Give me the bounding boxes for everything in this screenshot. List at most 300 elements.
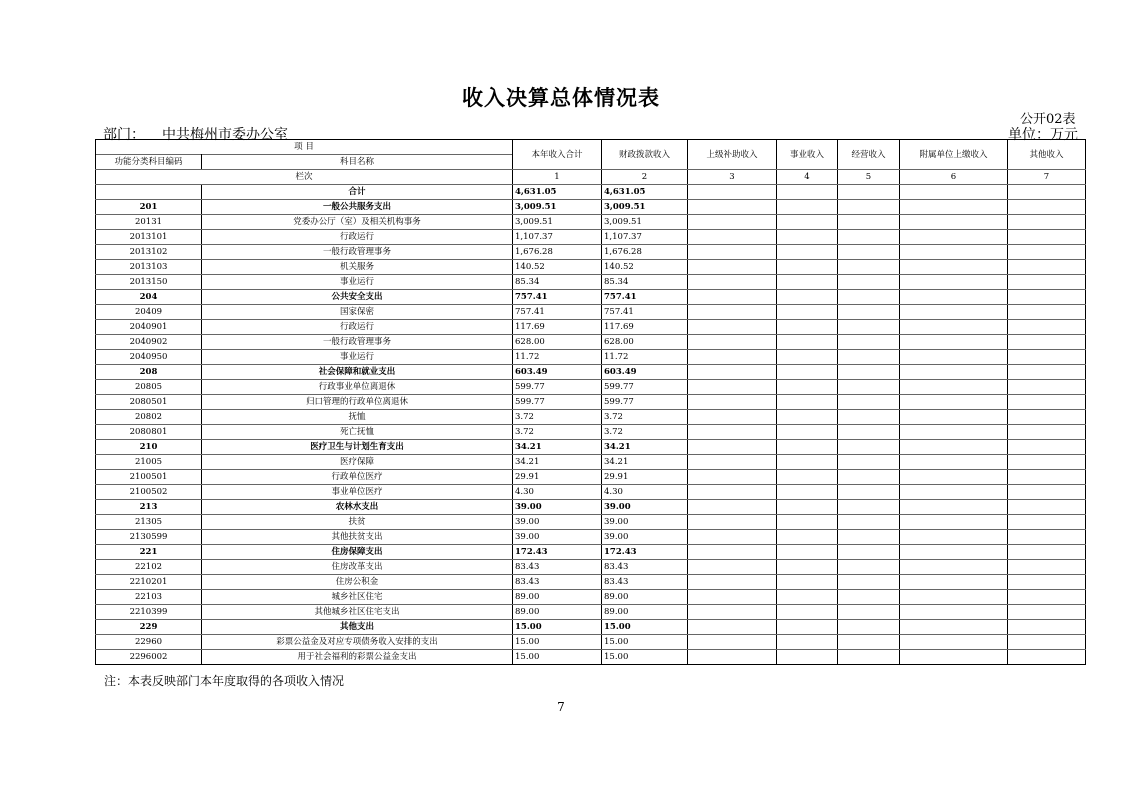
cell-superior	[688, 380, 777, 395]
cell-name: 住房改革支出	[202, 560, 513, 575]
cell-name: 其他扶贫支出	[202, 530, 513, 545]
cell-total: 599.77	[513, 395, 602, 410]
cell-fiscal: 3.72	[602, 425, 688, 440]
header-item: 项 目	[96, 140, 513, 155]
cell-affiliated	[900, 575, 1008, 590]
cell-superior	[688, 215, 777, 230]
cell-total: 603.49	[513, 365, 602, 380]
cell-code: 2100501	[96, 470, 202, 485]
cell-name: 行政运行	[202, 230, 513, 245]
cell-superior	[688, 605, 777, 620]
cell-code: 2080501	[96, 395, 202, 410]
header-name: 科目名称	[202, 155, 513, 170]
cell-business	[777, 425, 838, 440]
cell-operating	[838, 455, 900, 470]
cell-total: 3.72	[513, 410, 602, 425]
col-num-2: 2	[602, 170, 688, 185]
table-row	[96, 590, 1086, 605]
cell-fiscal: 140.52	[602, 260, 688, 275]
cell-name: 归口管理的行政单位离退休	[202, 395, 513, 410]
cell-code: 2013150	[96, 275, 202, 290]
cell-business	[777, 605, 838, 620]
header-lanci: 栏次	[96, 170, 513, 185]
cell-other	[1008, 530, 1086, 545]
cell-affiliated	[900, 395, 1008, 410]
cell-code: 204	[96, 290, 202, 305]
table-row	[96, 485, 1086, 500]
cell-affiliated	[900, 440, 1008, 455]
cell-other	[1008, 635, 1086, 650]
cell-code: 2100502	[96, 485, 202, 500]
table-row	[96, 530, 1086, 545]
cell-name: 死亡抚恤	[202, 425, 513, 440]
cell-code: 2210399	[96, 605, 202, 620]
table-row	[96, 350, 1086, 365]
cell-total: 3.72	[513, 425, 602, 440]
cell-total: 628.00	[513, 335, 602, 350]
cell-name: 其他城乡社区住宅支出	[202, 605, 513, 620]
cell-code: 20805	[96, 380, 202, 395]
cell-name: 事业单位医疗	[202, 485, 513, 500]
cell-affiliated	[900, 365, 1008, 380]
cell-affiliated	[900, 590, 1008, 605]
header-col-4: 事业收入	[777, 140, 838, 170]
cell-fiscal: 1,107.37	[602, 230, 688, 245]
cell-other	[1008, 185, 1086, 200]
cell-code: 22103	[96, 590, 202, 605]
cell-name: 抚恤	[202, 410, 513, 425]
cell-code: 221	[96, 545, 202, 560]
table-row	[96, 575, 1086, 590]
cell-other	[1008, 350, 1086, 365]
cell-name: 机关服务	[202, 260, 513, 275]
cell-fiscal: 3.72	[602, 410, 688, 425]
cell-superior	[688, 545, 777, 560]
cell-business	[777, 590, 838, 605]
cell-fiscal: 757.41	[602, 290, 688, 305]
cell-operating	[838, 320, 900, 335]
cell-other	[1008, 335, 1086, 350]
cell-superior	[688, 290, 777, 305]
cell-name: 一般行政管理事务	[202, 335, 513, 350]
cell-operating	[838, 365, 900, 380]
table-row	[96, 470, 1086, 485]
cell-operating	[838, 245, 900, 260]
cell-fiscal: 3,009.51	[602, 215, 688, 230]
table-row	[96, 440, 1086, 455]
header-col-6: 附属单位上缴收入	[900, 140, 1008, 170]
unit-label: 单位：万元	[1008, 127, 1078, 143]
cell-operating	[838, 560, 900, 575]
cell-operating	[838, 215, 900, 230]
cell-other	[1008, 440, 1086, 455]
cell-total: 29.91	[513, 470, 602, 485]
cell-name: 扶贫	[202, 515, 513, 530]
cell-operating	[838, 350, 900, 365]
cell-other	[1008, 245, 1086, 260]
cell-superior	[688, 500, 777, 515]
cell-other	[1008, 275, 1086, 290]
cell-superior	[688, 395, 777, 410]
cell-superior	[688, 590, 777, 605]
cell-operating	[838, 500, 900, 515]
cell-total: 39.00	[513, 530, 602, 545]
cell-business	[777, 515, 838, 530]
cell-affiliated	[900, 545, 1008, 560]
department-label: 部门：	[103, 127, 145, 143]
cell-other	[1008, 365, 1086, 380]
cell-code: 2210201	[96, 575, 202, 590]
cell-code: 2013101	[96, 230, 202, 245]
cell-business	[777, 410, 838, 425]
cell-name: 行政事业单位离退休	[202, 380, 513, 395]
cell-affiliated	[900, 470, 1008, 485]
cell-code: 2013102	[96, 245, 202, 260]
col-num-1: 1	[513, 170, 602, 185]
cell-fiscal: 89.00	[602, 605, 688, 620]
cell-name: 合计	[202, 185, 513, 200]
table-row	[96, 650, 1086, 665]
table-row	[96, 215, 1086, 230]
cell-superior	[688, 275, 777, 290]
cell-superior	[688, 185, 777, 200]
header-row-3	[96, 170, 1086, 185]
cell-total: 3,009.51	[513, 200, 602, 215]
cell-name: 医疗卫生与计划生育支出	[202, 440, 513, 455]
table-row	[96, 515, 1086, 530]
cell-code: 210	[96, 440, 202, 455]
table-row	[96, 275, 1086, 290]
cell-superior	[688, 320, 777, 335]
cell-fiscal: 599.77	[602, 380, 688, 395]
cell-code: 2080801	[96, 425, 202, 440]
cell-business	[777, 350, 838, 365]
cell-business	[777, 275, 838, 290]
cell-affiliated	[900, 455, 1008, 470]
cell-other	[1008, 650, 1086, 665]
cell-other	[1008, 410, 1086, 425]
cell-total: 89.00	[513, 590, 602, 605]
cell-superior	[688, 365, 777, 380]
cell-fiscal: 1,676.28	[602, 245, 688, 260]
cell-other	[1008, 515, 1086, 530]
cell-code: 208	[96, 365, 202, 380]
cell-fiscal: 89.00	[602, 590, 688, 605]
cell-fiscal: 15.00	[602, 650, 688, 665]
cell-business	[777, 215, 838, 230]
cell-affiliated	[900, 500, 1008, 515]
cell-code: 22960	[96, 635, 202, 650]
cell-name: 国家保密	[202, 305, 513, 320]
cell-operating	[838, 515, 900, 530]
cell-affiliated	[900, 530, 1008, 545]
cell-business	[777, 545, 838, 560]
cell-business	[777, 380, 838, 395]
cell-business	[777, 185, 838, 200]
cell-name: 党委办公厅（室）及相关机构事务	[202, 215, 513, 230]
cell-code: 2040901	[96, 320, 202, 335]
cell-total: 34.21	[513, 440, 602, 455]
cell-superior	[688, 635, 777, 650]
cell-name: 彩票公益金及对应专项债务收入安排的支出	[202, 635, 513, 650]
cell-code: 229	[96, 620, 202, 635]
cell-superior	[688, 530, 777, 545]
col-num-5: 5	[838, 170, 900, 185]
table-row	[96, 395, 1086, 410]
cell-superior	[688, 230, 777, 245]
cell-operating	[838, 200, 900, 215]
cell-other	[1008, 260, 1086, 275]
cell-operating	[838, 290, 900, 305]
table-row	[96, 560, 1086, 575]
cell-other	[1008, 485, 1086, 500]
page-title: 收入决算总体情况表	[462, 85, 660, 110]
cell-business	[777, 245, 838, 260]
cell-name: 一般公共服务支出	[202, 200, 513, 215]
table-row	[96, 455, 1086, 470]
cell-other	[1008, 320, 1086, 335]
cell-affiliated	[900, 200, 1008, 215]
cell-name: 事业运行	[202, 350, 513, 365]
cell-business	[777, 650, 838, 665]
cell-operating	[838, 275, 900, 290]
cell-total: 83.43	[513, 575, 602, 590]
cell-superior	[688, 455, 777, 470]
header-col-2: 财政拨款收入	[602, 140, 688, 170]
header-row-1	[96, 140, 1086, 155]
cell-other	[1008, 200, 1086, 215]
cell-code: 2296002	[96, 650, 202, 665]
cell-superior	[688, 620, 777, 635]
table-row	[96, 380, 1086, 395]
table-row	[96, 260, 1086, 275]
table-row	[96, 200, 1086, 215]
cell-fiscal: 628.00	[602, 335, 688, 350]
cell-affiliated	[900, 230, 1008, 245]
cell-fiscal: 117.69	[602, 320, 688, 335]
cell-code: 21005	[96, 455, 202, 470]
cell-fiscal: 4.30	[602, 485, 688, 500]
cell-total: 11.72	[513, 350, 602, 365]
cell-superior	[688, 470, 777, 485]
header-col-7: 其他收入	[1008, 140, 1086, 170]
cell-code: 2013103	[96, 260, 202, 275]
cell-superior	[688, 650, 777, 665]
cell-name: 农林水支出	[202, 500, 513, 515]
cell-superior	[688, 410, 777, 425]
cell-total: 1,676.28	[513, 245, 602, 260]
cell-fiscal: 34.21	[602, 440, 688, 455]
cell-total: 39.00	[513, 515, 602, 530]
cell-fiscal: 11.72	[602, 350, 688, 365]
cell-superior	[688, 305, 777, 320]
cell-fiscal: 3,009.51	[602, 200, 688, 215]
cell-superior	[688, 485, 777, 500]
cell-superior	[688, 425, 777, 440]
cell-name: 住房公积金	[202, 575, 513, 590]
cell-affiliated	[900, 260, 1008, 275]
cell-fiscal: 39.00	[602, 500, 688, 515]
table-row	[96, 425, 1086, 440]
cell-operating	[838, 230, 900, 245]
cell-affiliated	[900, 245, 1008, 260]
cell-superior	[688, 560, 777, 575]
cell-affiliated	[900, 515, 1008, 530]
income-table	[95, 139, 1086, 665]
cell-operating	[838, 650, 900, 665]
cell-other	[1008, 620, 1086, 635]
cell-other	[1008, 575, 1086, 590]
cell-name: 住房保障支出	[202, 545, 513, 560]
table-note: 注：本表反映部门本年度取得的各项收入情况	[104, 674, 345, 688]
cell-fiscal: 172.43	[602, 545, 688, 560]
cell-operating	[838, 410, 900, 425]
cell-business	[777, 560, 838, 575]
cell-other	[1008, 305, 1086, 320]
cell-affiliated	[900, 215, 1008, 230]
cell-superior	[688, 440, 777, 455]
cell-fiscal: 34.21	[602, 455, 688, 470]
cell-fiscal: 603.49	[602, 365, 688, 380]
table-row	[96, 410, 1086, 425]
cell-other	[1008, 500, 1086, 515]
cell-superior	[688, 245, 777, 260]
cell-business	[777, 455, 838, 470]
cell-business	[777, 305, 838, 320]
table-row	[96, 335, 1086, 350]
cell-name: 城乡社区住宅	[202, 590, 513, 605]
header-col-1: 本年收入合计	[513, 140, 602, 170]
cell-other	[1008, 380, 1086, 395]
cell-total: 39.00	[513, 500, 602, 515]
cell-business	[777, 440, 838, 455]
cell-fiscal: 83.43	[602, 560, 688, 575]
table-row	[96, 365, 1086, 380]
cell-name: 其他支出	[202, 620, 513, 635]
cell-total: 34.21	[513, 455, 602, 470]
cell-fiscal: 4,631.05	[602, 185, 688, 200]
table-row	[96, 620, 1086, 635]
cell-total: 89.00	[513, 605, 602, 620]
cell-code: 20409	[96, 305, 202, 320]
cell-affiliated	[900, 605, 1008, 620]
cell-affiliated	[900, 350, 1008, 365]
cell-business	[777, 530, 838, 545]
table-row	[96, 230, 1086, 245]
cell-code: 201	[96, 200, 202, 215]
cell-code: 213	[96, 500, 202, 515]
cell-fiscal: 39.00	[602, 515, 688, 530]
cell-total: 117.69	[513, 320, 602, 335]
cell-fiscal: 15.00	[602, 635, 688, 650]
cell-fiscal: 757.41	[602, 305, 688, 320]
cell-code: 2040950	[96, 350, 202, 365]
table-row	[96, 500, 1086, 515]
cell-other	[1008, 425, 1086, 440]
cell-business	[777, 470, 838, 485]
cell-business	[777, 200, 838, 215]
cell-total: 3,009.51	[513, 215, 602, 230]
cell-affiliated	[900, 560, 1008, 575]
cell-business	[777, 395, 838, 410]
cell-business	[777, 485, 838, 500]
cell-affiliated	[900, 620, 1008, 635]
cell-name: 公共安全支出	[202, 290, 513, 305]
table-row	[96, 305, 1086, 320]
cell-operating	[838, 485, 900, 500]
cell-code	[96, 185, 202, 200]
cell-fiscal: 39.00	[602, 530, 688, 545]
cell-total: 757.41	[513, 290, 602, 305]
cell-business	[777, 575, 838, 590]
cell-operating	[838, 635, 900, 650]
col-num-4: 4	[777, 170, 838, 185]
cell-code: 20802	[96, 410, 202, 425]
cell-operating	[838, 620, 900, 635]
cell-other	[1008, 605, 1086, 620]
cell-affiliated	[900, 425, 1008, 440]
cell-operating	[838, 305, 900, 320]
cell-total: 599.77	[513, 380, 602, 395]
cell-total: 85.34	[513, 275, 602, 290]
form-number: 公开02表	[1020, 112, 1076, 127]
cell-affiliated	[900, 380, 1008, 395]
col-num-7: 7	[1008, 170, 1086, 185]
cell-total: 83.43	[513, 560, 602, 575]
cell-other	[1008, 455, 1086, 470]
header-col-3: 上级补助收入	[688, 140, 777, 170]
cell-operating	[838, 470, 900, 485]
table-row	[96, 245, 1086, 260]
cell-operating	[838, 260, 900, 275]
cell-other	[1008, 470, 1086, 485]
cell-total: 4.30	[513, 485, 602, 500]
cell-total: 140.52	[513, 260, 602, 275]
cell-superior	[688, 350, 777, 365]
cell-name: 行政单位医疗	[202, 470, 513, 485]
cell-superior	[688, 335, 777, 350]
cell-affiliated	[900, 650, 1008, 665]
cell-code: 20131	[96, 215, 202, 230]
cell-operating	[838, 590, 900, 605]
cell-business	[777, 635, 838, 650]
cell-total: 757.41	[513, 305, 602, 320]
cell-superior	[688, 515, 777, 530]
cell-fiscal: 15.00	[602, 620, 688, 635]
header-code: 功能分类科目编码	[96, 155, 202, 170]
cell-operating	[838, 185, 900, 200]
cell-affiliated	[900, 275, 1008, 290]
col-num-6: 6	[900, 170, 1008, 185]
cell-operating	[838, 440, 900, 455]
cell-business	[777, 365, 838, 380]
cell-code: 2040902	[96, 335, 202, 350]
cell-other	[1008, 560, 1086, 575]
department-name: 中共梅州市委办公室	[162, 127, 288, 143]
table-row	[96, 545, 1086, 560]
cell-name: 一般行政管理事务	[202, 245, 513, 260]
cell-superior	[688, 200, 777, 215]
header-col-5: 经营收入	[838, 140, 900, 170]
table-row	[96, 635, 1086, 650]
cell-total: 172.43	[513, 545, 602, 560]
cell-code: 2130599	[96, 530, 202, 545]
cell-other	[1008, 395, 1086, 410]
cell-operating	[838, 425, 900, 440]
cell-business	[777, 500, 838, 515]
cell-total: 15.00	[513, 650, 602, 665]
cell-operating	[838, 395, 900, 410]
